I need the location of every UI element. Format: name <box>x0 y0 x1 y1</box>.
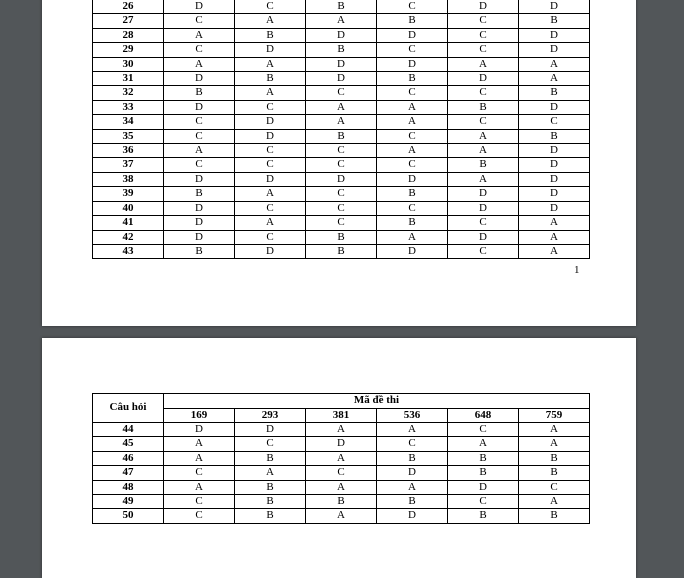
exam-code-header: Mã đề thi <box>164 394 590 409</box>
question-number-cell: 40 <box>93 201 164 215</box>
answer-cell: C <box>519 115 590 129</box>
answer-cell: D <box>519 187 590 201</box>
table-row <box>93 28 590 42</box>
answer-cell: D <box>448 72 519 86</box>
table-header <box>93 394 590 423</box>
question-column-header: Câu hỏi <box>93 394 164 423</box>
answer-cell: A <box>164 144 235 158</box>
table-row <box>93 230 590 244</box>
answer-cell: D <box>164 0 235 14</box>
answer-cell: C <box>377 437 448 451</box>
question-number-cell: 43 <box>93 244 164 258</box>
answer-cell: D <box>164 100 235 114</box>
answer-cell: C <box>519 480 590 494</box>
answer-cell: A <box>306 480 377 494</box>
answer-cell: B <box>306 244 377 258</box>
answer-key-table-part-1 <box>92 0 590 259</box>
answer-cell: B <box>519 509 590 523</box>
answer-cell: B <box>235 509 306 523</box>
table-row <box>93 14 590 28</box>
answer-cell: D <box>519 0 590 14</box>
answer-cell: A <box>235 187 306 201</box>
answer-cell: C <box>306 158 377 172</box>
answer-cell: B <box>519 466 590 480</box>
question-number-cell: 27 <box>93 14 164 28</box>
answer-cell: C <box>235 144 306 158</box>
answer-cell: C <box>306 187 377 201</box>
answer-cell: A <box>377 423 448 437</box>
answer-cell: A <box>448 57 519 71</box>
answer-cell: D <box>235 129 306 143</box>
answer-cell: C <box>377 0 448 14</box>
answer-cell: C <box>377 43 448 57</box>
answer-cell: A <box>377 230 448 244</box>
answer-cell: C <box>448 423 519 437</box>
table-row <box>93 201 590 215</box>
answer-cell: A <box>306 451 377 465</box>
answer-cell: C <box>164 115 235 129</box>
answer-cell: C <box>164 495 235 509</box>
answer-cell: C <box>164 509 235 523</box>
answer-cell: D <box>164 201 235 215</box>
answer-cell: A <box>519 57 590 71</box>
answer-cell: D <box>164 423 235 437</box>
answer-cell: A <box>306 423 377 437</box>
table-row <box>93 509 590 523</box>
answer-cell: C <box>306 466 377 480</box>
answer-cell: B <box>235 495 306 509</box>
table-row <box>93 451 590 465</box>
answer-cell: A <box>164 451 235 465</box>
answer-cell: C <box>377 86 448 100</box>
answer-cell: C <box>235 0 306 14</box>
answer-key-rows <box>93 423 590 524</box>
exam-code-cell: 759 <box>519 408 590 423</box>
question-number-cell: 36 <box>93 144 164 158</box>
answer-cell: C <box>448 86 519 100</box>
table-row <box>93 216 590 230</box>
answer-cell: D <box>164 72 235 86</box>
question-number-cell: 32 <box>93 86 164 100</box>
answer-cell: D <box>448 187 519 201</box>
answer-cell: C <box>448 43 519 57</box>
answer-cell: A <box>377 480 448 494</box>
table-row <box>93 466 590 480</box>
answer-cell: C <box>306 144 377 158</box>
question-number-cell: 35 <box>93 129 164 143</box>
answer-cell: A <box>306 115 377 129</box>
answer-cell: C <box>448 14 519 28</box>
answer-cell: A <box>235 14 306 28</box>
answer-cell: A <box>235 57 306 71</box>
answer-cell: C <box>235 100 306 114</box>
answer-cell: D <box>377 509 448 523</box>
answer-cell: B <box>377 14 448 28</box>
question-number-cell: 30 <box>93 57 164 71</box>
answer-cell: A <box>519 495 590 509</box>
answer-cell: D <box>519 100 590 114</box>
answer-cell: B <box>306 230 377 244</box>
exam-code-cell: 648 <box>448 408 519 423</box>
answer-cell: D <box>235 115 306 129</box>
answer-cell: B <box>164 86 235 100</box>
answer-cell: D <box>306 28 377 42</box>
answer-cell: D <box>448 201 519 215</box>
question-number-cell: 48 <box>93 480 164 494</box>
question-number-cell: 29 <box>93 43 164 57</box>
answer-cell: B <box>448 509 519 523</box>
answer-cell: A <box>164 437 235 451</box>
table-row <box>93 187 590 201</box>
exam-code-cell: 293 <box>235 408 306 423</box>
answer-cell: A <box>235 86 306 100</box>
answer-cell: B <box>448 451 519 465</box>
header-row <box>93 394 590 409</box>
answer-cell: D <box>235 172 306 186</box>
answer-cell: D <box>519 28 590 42</box>
answer-cell: D <box>164 216 235 230</box>
answer-cell: D <box>377 244 448 258</box>
table-row <box>93 115 590 129</box>
answer-cell: C <box>235 230 306 244</box>
answer-cell: C <box>448 28 519 42</box>
answer-cell: C <box>448 244 519 258</box>
answer-cell: B <box>235 72 306 86</box>
answer-cell: B <box>519 86 590 100</box>
table-row <box>93 43 590 57</box>
answer-cell: C <box>377 201 448 215</box>
table-row <box>93 57 590 71</box>
answer-cell: A <box>448 129 519 143</box>
answer-cell: C <box>235 158 306 172</box>
answer-cell: D <box>306 172 377 186</box>
answer-cell: D <box>164 230 235 244</box>
answer-cell: D <box>164 172 235 186</box>
answer-cell: C <box>164 14 235 28</box>
question-number-cell: 46 <box>93 451 164 465</box>
exam-code-cell: 536 <box>377 408 448 423</box>
exam-code-row <box>93 408 590 423</box>
table-row <box>93 72 590 86</box>
answer-cell: A <box>519 437 590 451</box>
answer-cell: D <box>306 72 377 86</box>
answer-cell: B <box>377 495 448 509</box>
answer-cell: B <box>164 244 235 258</box>
answer-cell: D <box>306 57 377 71</box>
answer-cell: D <box>519 158 590 172</box>
answer-cell: A <box>306 509 377 523</box>
answer-key-table-part-2 <box>92 393 590 524</box>
table-row <box>93 100 590 114</box>
answer-cell: B <box>306 495 377 509</box>
answer-cell: B <box>377 187 448 201</box>
answer-cell: A <box>164 28 235 42</box>
answer-cell: B <box>306 129 377 143</box>
answer-cell: C <box>164 466 235 480</box>
question-number-cell: 28 <box>93 28 164 42</box>
document-page-2 <box>42 338 636 578</box>
answer-cell: A <box>519 216 590 230</box>
answer-cell: B <box>235 480 306 494</box>
question-number-cell: 39 <box>93 187 164 201</box>
table-row <box>93 144 590 158</box>
answer-cell: B <box>519 451 590 465</box>
answer-cell: A <box>164 480 235 494</box>
table-row <box>93 129 590 143</box>
answer-cell: B <box>164 187 235 201</box>
question-number-cell: 45 <box>93 437 164 451</box>
answer-cell: D <box>377 172 448 186</box>
answer-cell: C <box>306 86 377 100</box>
question-number-cell: 44 <box>93 423 164 437</box>
answer-cell: C <box>235 437 306 451</box>
table-row <box>93 480 590 494</box>
answer-cell: A <box>306 14 377 28</box>
answer-cell: B <box>377 451 448 465</box>
table-row <box>93 86 590 100</box>
answer-cell: C <box>448 115 519 129</box>
answer-cell: C <box>164 158 235 172</box>
answer-cell: B <box>306 0 377 14</box>
answer-cell: D <box>377 57 448 71</box>
question-number-cell: 42 <box>93 230 164 244</box>
answer-cell: B <box>519 129 590 143</box>
table-row <box>93 437 590 451</box>
table-row <box>93 0 590 14</box>
table-row <box>93 172 590 186</box>
exam-code-cell: 169 <box>164 408 235 423</box>
answer-cell: B <box>377 216 448 230</box>
answer-cell: B <box>235 28 306 42</box>
question-number-cell: 33 <box>93 100 164 114</box>
answer-cell: D <box>306 437 377 451</box>
answer-cell: A <box>519 244 590 258</box>
answer-cell: A <box>448 437 519 451</box>
answer-cell: D <box>377 466 448 480</box>
answer-cell: B <box>235 451 306 465</box>
table-row <box>93 244 590 258</box>
answer-cell: B <box>377 72 448 86</box>
question-number-cell: 38 <box>93 172 164 186</box>
answer-cell: C <box>235 201 306 215</box>
answer-cell: C <box>164 43 235 57</box>
answer-cell: C <box>448 495 519 509</box>
answer-cell: D <box>519 172 590 186</box>
answer-cell: A <box>519 230 590 244</box>
answer-cell: B <box>519 14 590 28</box>
exam-code-cell: 381 <box>306 408 377 423</box>
answer-cell: A <box>377 115 448 129</box>
question-number-cell: 50 <box>93 509 164 523</box>
table-row <box>93 158 590 172</box>
answer-cell: A <box>377 144 448 158</box>
question-number-cell: 31 <box>93 72 164 86</box>
document-page-1 <box>42 0 636 326</box>
answer-cell: D <box>519 201 590 215</box>
question-number-cell: 47 <box>93 466 164 480</box>
page-number: 1 <box>574 264 580 276</box>
answer-cell: A <box>519 72 590 86</box>
answer-cell: C <box>306 216 377 230</box>
answer-cell: A <box>306 100 377 114</box>
answer-cell: D <box>235 423 306 437</box>
question-number-cell: 49 <box>93 495 164 509</box>
question-number-cell: 37 <box>93 158 164 172</box>
answer-cell: C <box>377 129 448 143</box>
answer-cell: A <box>235 466 306 480</box>
answer-cell: A <box>448 172 519 186</box>
answer-cell: B <box>306 43 377 57</box>
question-number-cell: 26 <box>93 0 164 14</box>
answer-cell: D <box>448 480 519 494</box>
answer-cell: A <box>235 216 306 230</box>
answer-key-rows <box>93 0 590 259</box>
answer-cell: D <box>448 230 519 244</box>
answer-cell: D <box>377 28 448 42</box>
answer-cell: D <box>235 43 306 57</box>
answer-cell: C <box>164 129 235 143</box>
table-row <box>93 495 590 509</box>
answer-cell: D <box>448 0 519 14</box>
question-number-cell: 34 <box>93 115 164 129</box>
question-number-cell: 41 <box>93 216 164 230</box>
answer-cell: D <box>519 144 590 158</box>
table-row <box>93 423 590 437</box>
answer-cell: A <box>164 57 235 71</box>
answer-cell: D <box>235 244 306 258</box>
answer-cell: A <box>377 100 448 114</box>
answer-cell: B <box>448 158 519 172</box>
answer-cell: C <box>448 216 519 230</box>
answer-cell: B <box>448 466 519 480</box>
answer-cell: C <box>377 158 448 172</box>
answer-cell: C <box>306 201 377 215</box>
answer-cell: A <box>448 144 519 158</box>
answer-cell: B <box>448 100 519 114</box>
answer-cell: A <box>519 423 590 437</box>
answer-cell: D <box>519 43 590 57</box>
